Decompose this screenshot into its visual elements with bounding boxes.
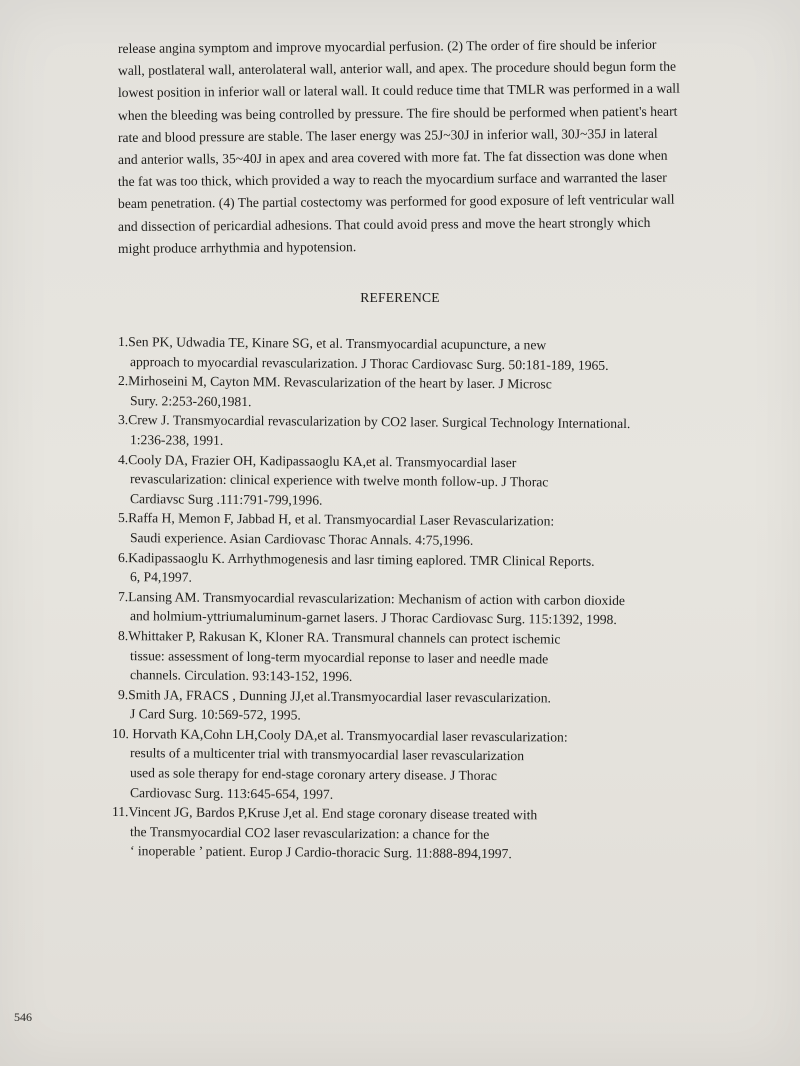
reference-line: the Transmyocardial CO2 laser revascularization: a chance for the	[129, 823, 490, 842]
reference-item	[112, 371, 702, 410]
body-line: wall, postlateral wall, anterolateral wall, anterior wall, and apex. The procedure should begun form the	[117, 58, 677, 79]
body-line: and dissection of pericardial adhesions. That could avoid press and move the heart strongly which	[117, 214, 651, 234]
reference-line: channels. Circulation. 93:143-152, 1996.	[129, 667, 353, 684]
reference-line: Cardiavsc Surg .111:791-799,1996.	[129, 490, 323, 508]
body-line: release angina symptom and improve myocardial perfusion. (2) The order of fire should be inferior	[117, 36, 657, 56]
body-line: rate and blood pressure are stable. The laser energy was 25J~30J in inferior wall, 30J~35J in lateral	[117, 125, 658, 145]
body-line: lowest position in inferior wall or lateral wall. It could reduce time that TMLR was performed in a wall	[117, 80, 680, 101]
reference-line: 4.Cooly DA, Frazier OH, Kadipassaoglu KA,et al. Transmyocardial laser	[117, 451, 517, 470]
reference-line: 10. Horvath KA,Cohn LH,Cooly DA,et al. Transmyocardial laser revascularization:	[111, 725, 568, 745]
reference-line: 6, P4,1997.	[129, 569, 192, 585]
reference-line: ‘ inoperable ’ patient. Europ J Cardio-thoracic Surg. 11:888-894,1997.	[129, 843, 512, 862]
reference-line: and holmium-yttriumaluminum-garnet lasers. J Thorac Cardiovasc Surg. 115:1392, 1998.	[129, 608, 617, 628]
reference-line: 2.Mirhoseini M, Cayton MM. Revascularization of the heart by laser. J Microsc	[117, 373, 552, 392]
reference-line: 11.Vincent JG, Bardos P,Kruse J,et al. End stage coronary disease treated with	[111, 804, 538, 823]
reference-line: 7.Lansing AM. Transmyocardial revascularization: Mechanism of action with carbon dioxide	[117, 588, 626, 608]
body-line: and anterior walls, 35~40J in apex and area covered with more fat. The fat dissection was done when	[117, 147, 668, 168]
body-line: beam penetration. (4) The partial costectomy was performed for good exposure of left ventricular wall	[117, 192, 675, 212]
reference-line: tissue: assessment of long-term myocardial reponse to laser and needle made	[129, 647, 549, 666]
reference-line: results of a multicenter trial with transmyocardial laser revascularization	[129, 745, 525, 764]
body-paragraph	[118, 38, 703, 260]
page-number: 546	[14, 1010, 32, 1024]
body-line: might produce arrhythmia and hypotension.	[117, 238, 357, 256]
reference-item	[112, 410, 702, 449]
reference-line: revascularization: clinical experience with twelve month follow-up. J Thorac	[129, 471, 549, 490]
reference-line: used as sole therapy for end-stage coronary artery disease. J Thorac	[129, 765, 498, 784]
reference-item	[112, 626, 702, 685]
reference-list	[112, 332, 702, 861]
reference-line: 5.Raffa H, Memon F, Jabbad H, et al. Transmyocardial Laser Revascularization:	[117, 510, 555, 529]
body-line: the fat was too thick, which provided a way to reach the myocardium surface and warranted the laser	[117, 169, 667, 190]
reference-line: J Card Surg. 10:569-572, 1995.	[129, 706, 301, 723]
reference-item	[112, 508, 702, 547]
reference-line: 1:236-238, 1991.	[129, 432, 224, 448]
reference-item	[112, 587, 702, 626]
reference-line: Saudi experience. Asian Cardiovasc Thorac Annals. 4:75,1996.	[129, 530, 474, 548]
reference-line: 6.Kadipassaoglu K. Arrhythmogenesis and lasr timing eaplored. TMR Clinical Reports.	[117, 549, 595, 569]
reference-item	[112, 724, 702, 802]
reference-line: 1.Sen PK, Udwadia TE, Kinare SG, et al. Transmyocardial acupuncture, a new	[117, 334, 547, 353]
reference-item	[112, 450, 702, 509]
body-line: when the bleeding was being controlled by pressure. The fire should be performed when patient's heart	[117, 103, 678, 123]
reference-line: 8.Whittaker P, Rakusan K, Kloner RA. Transmural channels can protect ischemic	[117, 627, 561, 647]
reference-line: 3.Crew J. Transmyocardial revascularization by CO2 laser. Surgical Technology International.	[117, 412, 631, 432]
reference-line: 9.Smith JA, FRACS , Dunning JJ,et al.Transmyocardial laser revascularization.	[117, 686, 551, 706]
reference-line: Sury. 2:253-260,1981.	[129, 392, 252, 409]
reference-line: Cardiovasc Surg. 113:645-654, 1997.	[129, 784, 334, 802]
reference-item	[112, 332, 702, 371]
reference-item	[112, 685, 702, 724]
reference-line: approach to myocardial revascularization. J Thorac Cardiovasc Surg. 50:181-189, 1965.	[129, 353, 609, 373]
reference-item	[112, 802, 702, 861]
reference-item	[112, 548, 702, 587]
reference-heading: REFERENCE	[360, 290, 440, 305]
